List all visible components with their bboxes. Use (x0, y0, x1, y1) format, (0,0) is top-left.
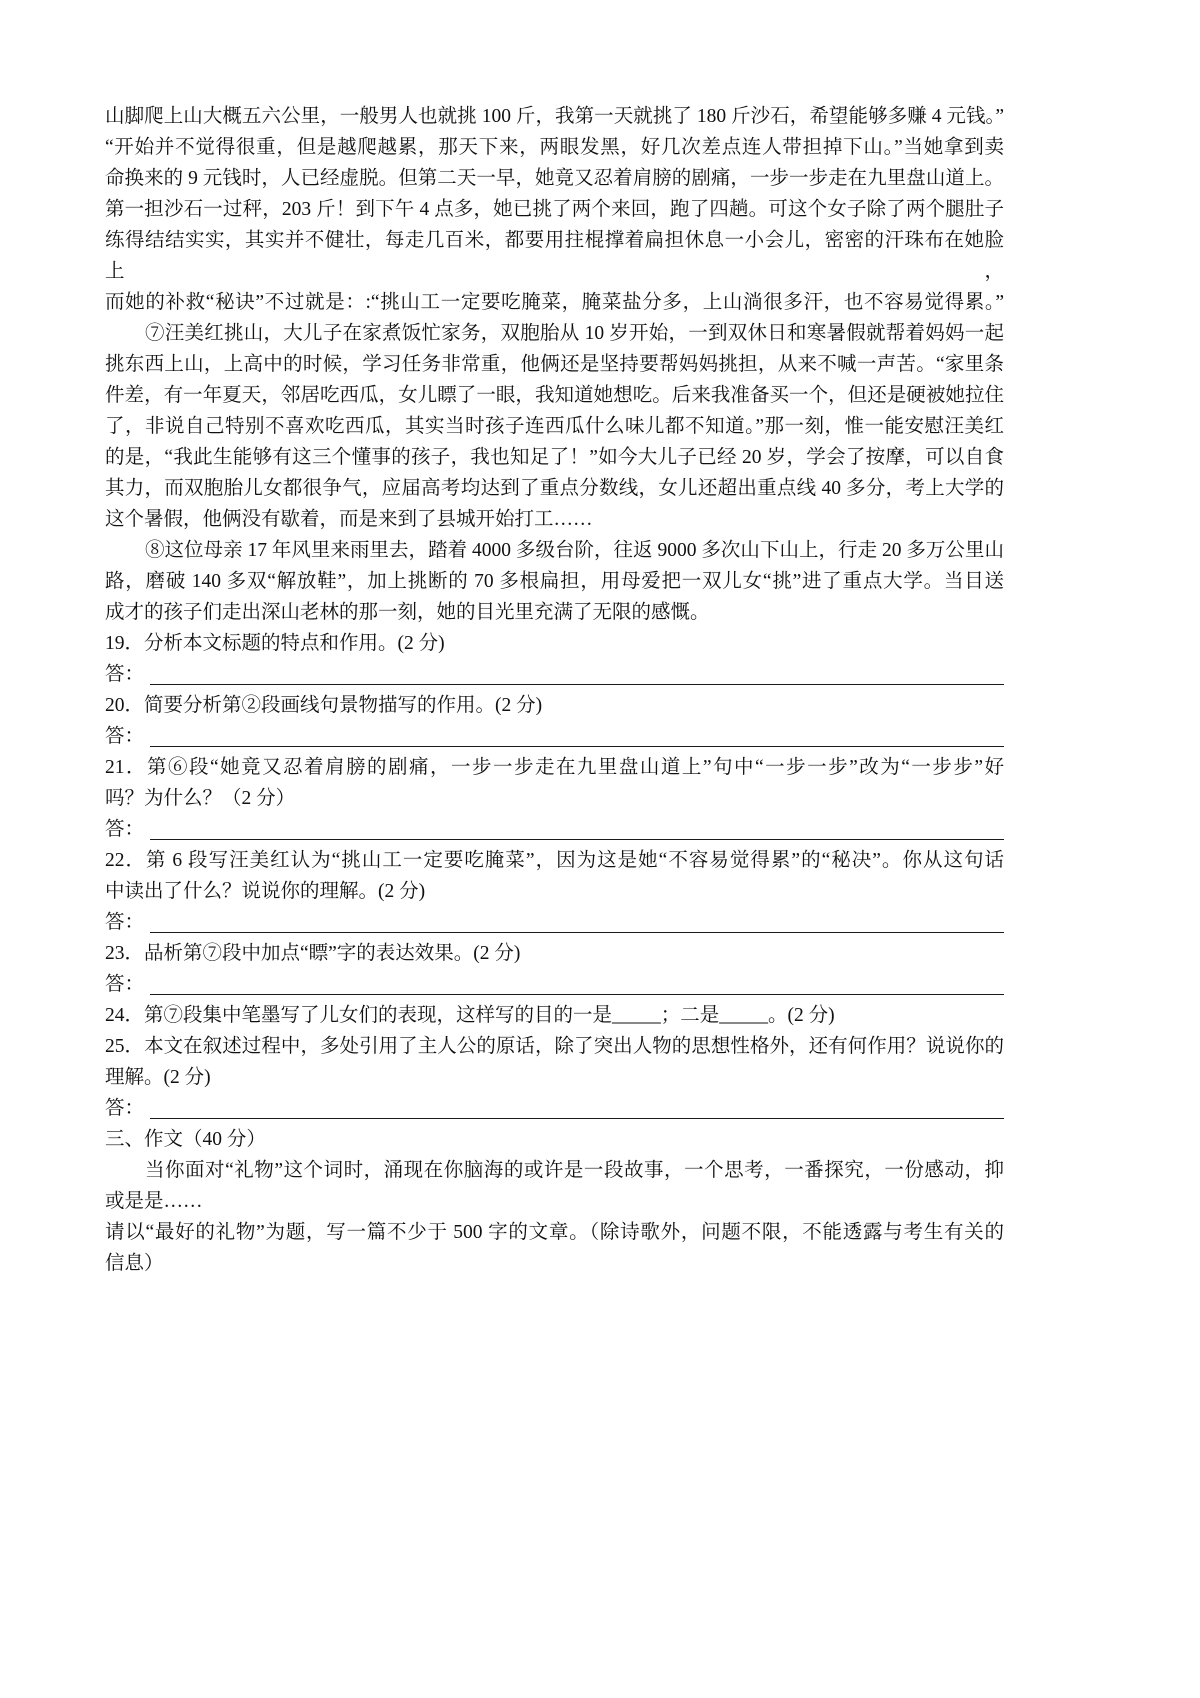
document-body (105, 101, 1004, 1279)
answer-label: 答： (105, 1098, 145, 1119)
answer-line (105, 721, 1004, 752)
text-line (105, 1031, 1004, 1062)
line-text: 当你面对“礼物”这个词时，涌现在你脑海的或许是一段故事，一个思考，一番探究，一份感动，抑 (144, 1160, 1004, 1181)
text-line (105, 380, 1004, 411)
text-line (105, 938, 1004, 969)
line-text: 中读出了什么？说说你的理解。(2 分) (105, 881, 426, 902)
text-line (105, 194, 1004, 225)
answer-line (105, 969, 1004, 1000)
line-text: 三、作文（40 分） (105, 1129, 266, 1150)
text-line (105, 411, 1004, 442)
line-text: 20．简要分析第②段画线句景物描写的作用。(2 分) (105, 695, 543, 716)
line-text: 信息） (105, 1253, 164, 1274)
text-line (105, 225, 1004, 287)
text-line (105, 690, 1004, 721)
line-text: 挑东西上山，上高中的时候，学习任务非常重，他俩还是坚持要帮妈妈挑担，从来不喊一声苦。“家里条 (105, 354, 1004, 375)
line-text: 成才的孩子们走出深山老林的那一刻，她的目光里充满了无限的感慨。 (105, 602, 710, 623)
text-line (105, 783, 1004, 814)
text-line (105, 1217, 1004, 1248)
text-line (105, 473, 1004, 504)
line-text: 或是是…… (105, 1191, 203, 1212)
answer-blank (150, 1118, 1004, 1119)
line-text: 件差，有一年夏天，邻居吃西瓜，女儿瞟了一眼，我知道她想吃。后来我准备买一个，但还是硬被她拉住 (105, 385, 1004, 406)
answer-label: 答： (105, 974, 145, 995)
line-text: 吗？为什么？（2 分） (105, 788, 296, 809)
answer-label: 答： (105, 726, 145, 747)
text-line (105, 318, 1004, 349)
line-text: 路，磨破 140 多双“解放鞋”，加上挑断的 70 多根扁担，用母爱把一双儿女“挑”进了重点大学。当目送 (105, 571, 1004, 592)
answer-label: 答： (105, 912, 145, 933)
line-text: 23．品析第⑦段中加点“瞟”字的表达效果。(2 分) (105, 943, 521, 964)
text-line (105, 597, 1004, 628)
line-text: 理解。(2 分) (105, 1067, 211, 1088)
text-line (105, 349, 1004, 380)
line-text: ⑧这位母亲 17 年风里来雨里去，踏着 4000 多级台阶，往返 9000 多次山下山上，行走 20 多万公里山 (144, 540, 1004, 561)
text-line (105, 752, 1004, 783)
answer-blank (150, 746, 1004, 747)
text-line (105, 1186, 1004, 1217)
answer-label: 答： (105, 819, 145, 840)
answer-line (105, 1093, 1004, 1124)
answer-blank (150, 684, 1004, 685)
text-line (105, 535, 1004, 566)
text-line (105, 1124, 1004, 1155)
line-text: 请以“最好的礼物”为题，写一篇不少于 500 字的文章。（除诗歌外，问题不限，不能透露与考生有关的 (105, 1222, 1004, 1243)
answer-blank (150, 994, 1004, 995)
line-text: “开始并不觉得很重，但是越爬越累，那天下来，两眼发黑，好几次差点连人带担掉下山。”当她拿到卖 (105, 137, 1004, 158)
text-line (105, 504, 1004, 535)
text-line (105, 442, 1004, 473)
line-text: 第一担沙石一过秤，203 斤！到下午 4 点多，她已挑了两个来回，跑了四趟。可这个女子除了两个腿肚子 (105, 199, 1004, 220)
answer-blank (150, 932, 1004, 933)
line-text: 练得结结实实，其实并不健壮，每走几百米，都要用拄棍撑着扁担休息一小会儿，密密的汗珠布在她脸上， (105, 230, 1004, 282)
text-line (105, 876, 1004, 907)
line-text: 21．第⑥段“她竟又忍着肩膀的剧痛，一步一步走在九里盘山道上”句中“一步一步”改为“一步步”好 (105, 757, 1004, 778)
line-text: 19．分析本文标题的特点和作用。(2 分) (105, 633, 445, 654)
line-text: 其力，而双胞胎儿女都很争气，应届高考均达到了重点分数线，女儿还超出重点线 40 多分，考上大学的 (105, 478, 1004, 499)
line-text: 山脚爬上山大概五六公里，一般男人也就挑 100 斤，我第一天就挑了 180 斤沙石，希望能够多赚 4 元钱。” (105, 106, 1004, 127)
text-line (105, 287, 1004, 318)
answer-line (105, 814, 1004, 845)
line-text: 24．第⑦段集中笔墨写了儿女们的表现，这样写的目的一是_____；二是_____。(2 分) (105, 1005, 835, 1026)
line-text: 命换来的 9 元钱时，人已经虚脱。但第二天一早，她竟又忍着肩膀的剧痛，一步一步走在九里盘山道上。 (105, 168, 1004, 189)
text-line (105, 1000, 1004, 1031)
text-line (105, 628, 1004, 659)
line-text: 了，非说自己特别不喜欢吃西瓜，其实当时孩子连西瓜什么味儿都不知道。”那一刻，惟一能安慰汪美红 (105, 416, 1004, 437)
line-text: 这个暑假，他俩没有歇着，而是来到了县城开始打工…… (105, 509, 593, 530)
answer-line (105, 907, 1004, 938)
answer-blank (150, 839, 1004, 840)
text-line (105, 1062, 1004, 1093)
line-text: ⑦汪美红挑山，大儿子在家煮饭忙家务，双胞胎从 10 岁开始，一到双休日和寒暑假就帮着妈妈一起 (144, 323, 1004, 344)
text-line (105, 163, 1004, 194)
line-text: 25．本文在叙述过程中，多处引用了主人公的原话，除了突出人物的思想性格外，还有何作用？说说你的 (105, 1036, 1004, 1057)
line-text: 而她的补救“秘诀”不过就是：:“挑山工一定要吃腌菜，腌菜盐分多，上山淌很多汗，也不容易觉得累。” (105, 292, 1004, 313)
line-text: 22．第 6 段写汪美红认为“挑山工一定要吃腌菜”，因为这是她“不容易觉得累”的“秘决”。你从这句话 (105, 850, 1004, 871)
text-line (105, 132, 1004, 163)
line-text: 的是，“我此生能够有这三个懂事的孩子，我也知足了！”如今大儿子已经 20 岁，学会了按摩，可以自食 (105, 447, 1004, 468)
text-line (105, 845, 1004, 876)
text-line (105, 566, 1004, 597)
text-line (105, 1248, 1004, 1279)
answer-line (105, 659, 1004, 690)
text-line (105, 101, 1004, 132)
text-line (105, 1155, 1004, 1186)
answer-label: 答： (105, 664, 145, 685)
